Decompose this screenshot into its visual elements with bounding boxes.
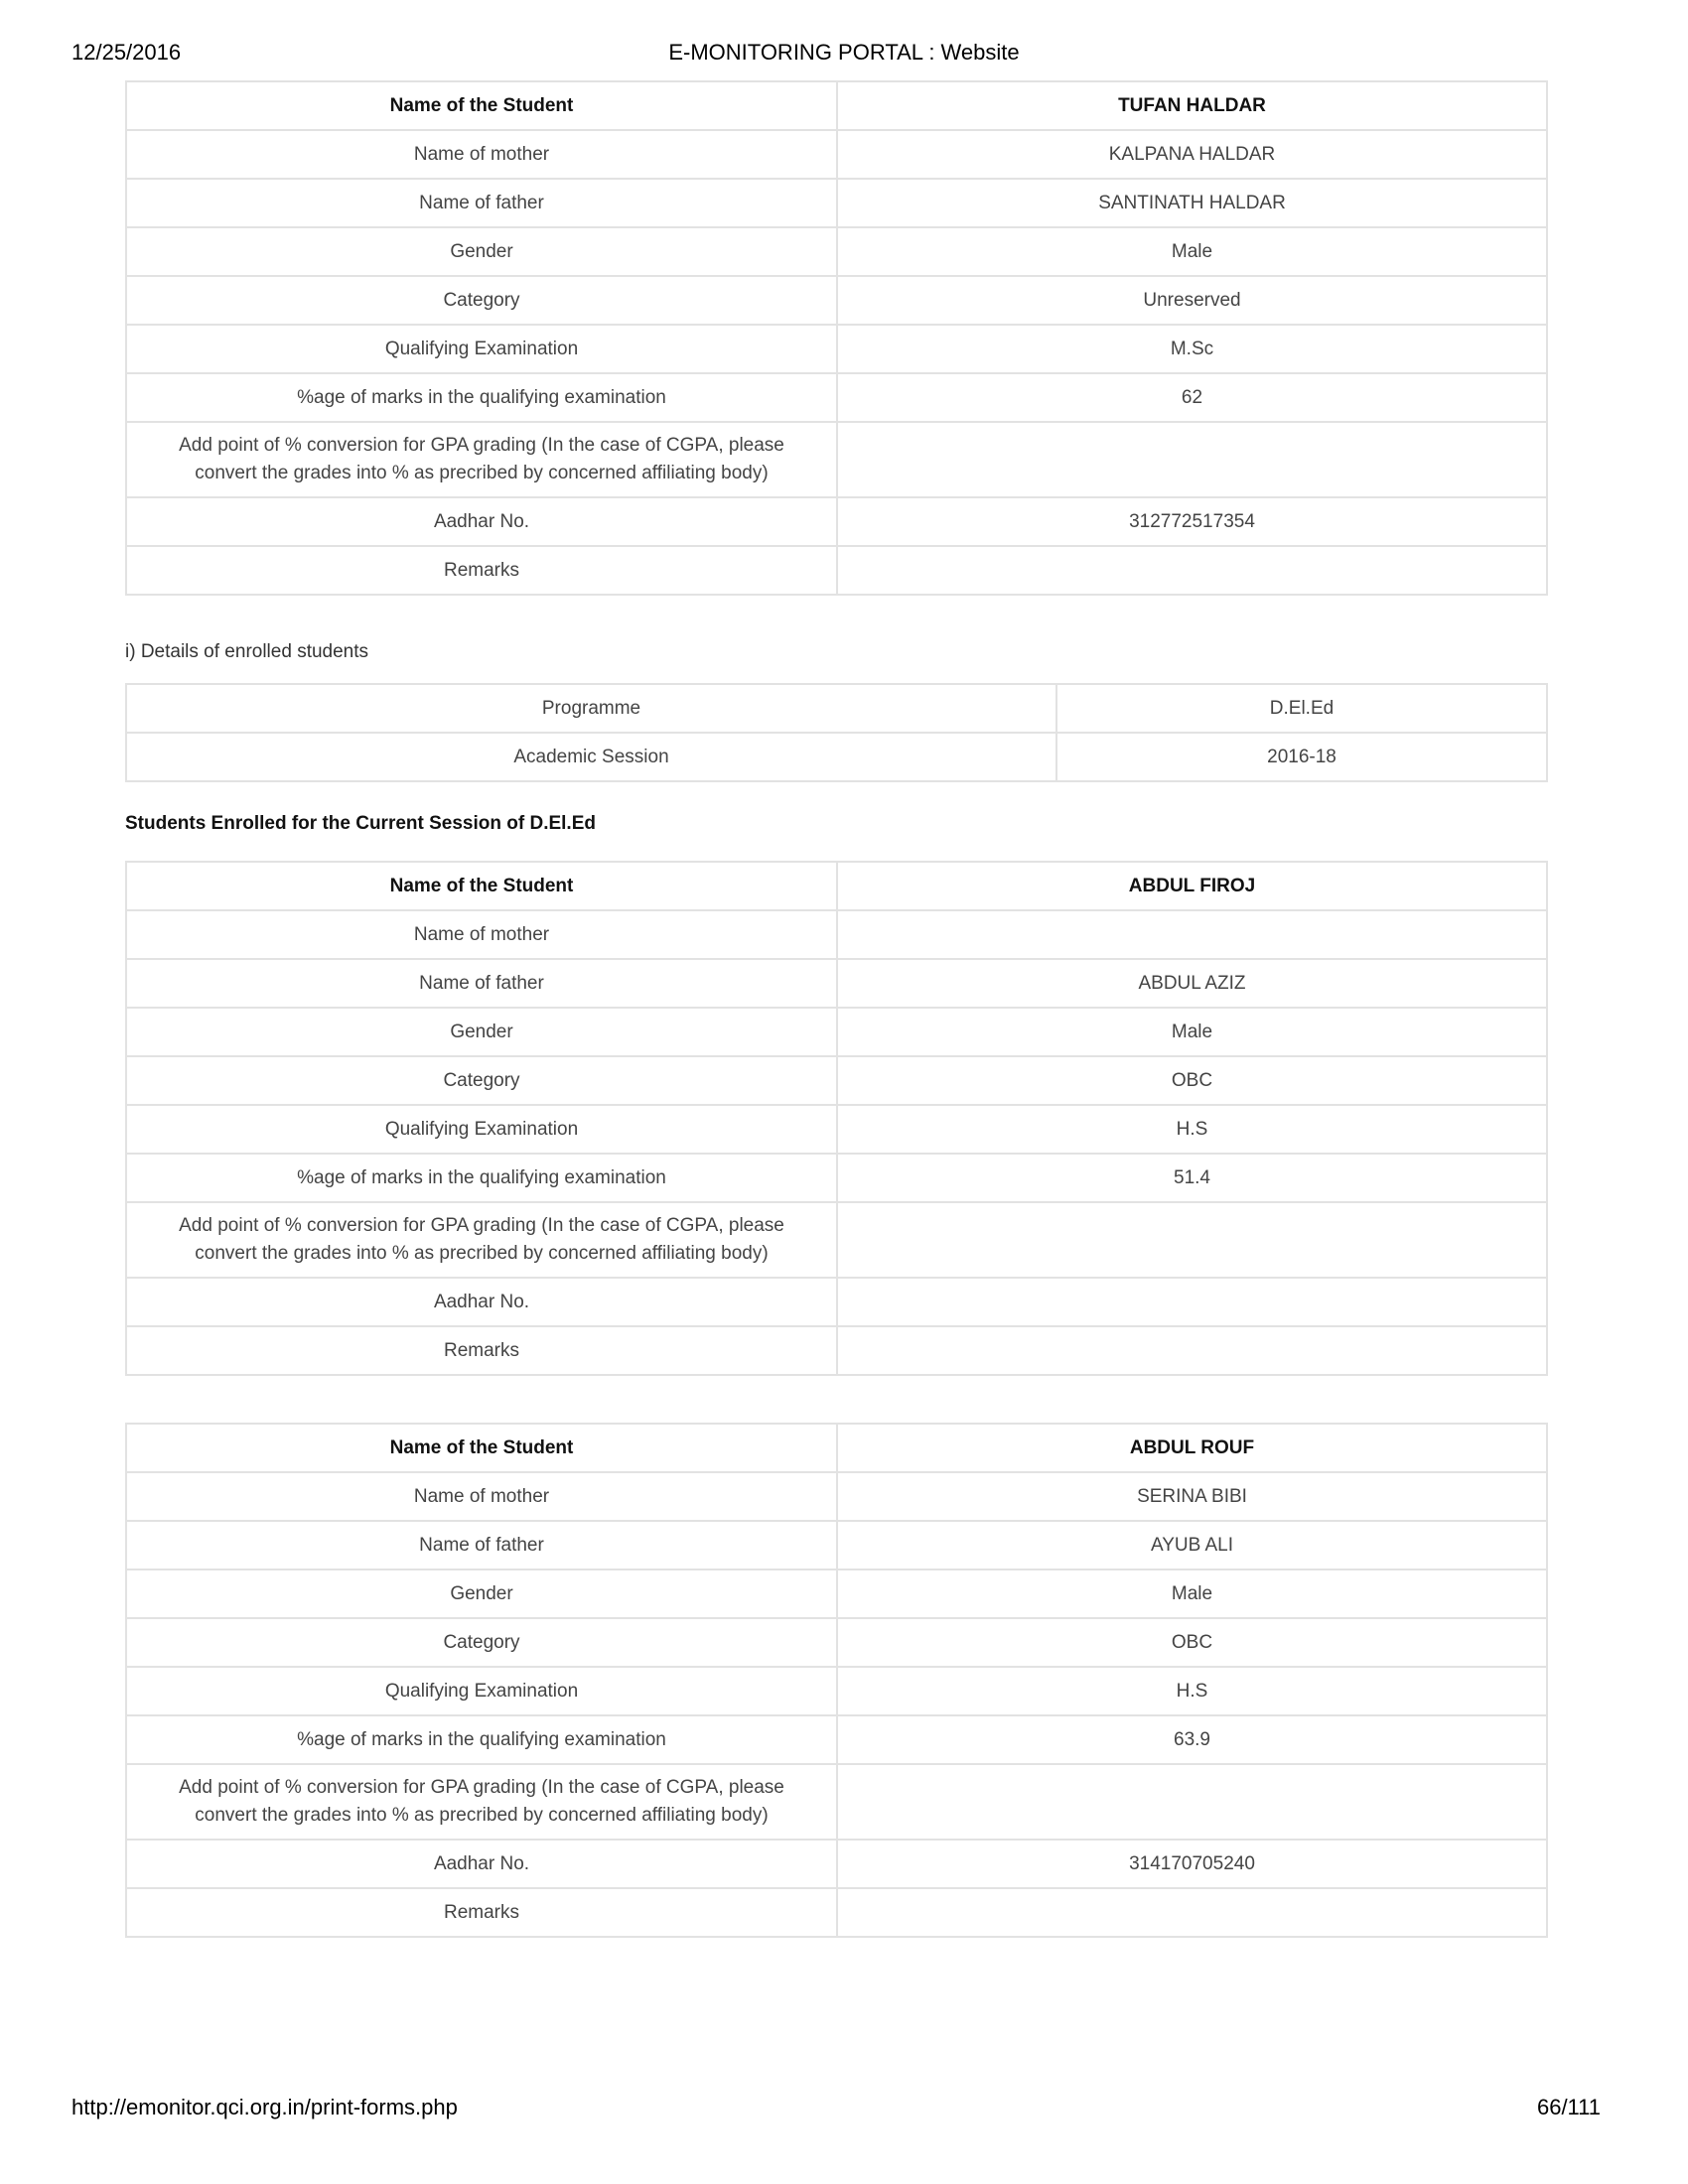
field-label-mother: Name of mother [126, 1472, 837, 1521]
table-row [126, 373, 1547, 422]
table-row [126, 1521, 1547, 1570]
field-label-gpa: Add point of % conversion for GPA grading (In the case of CGPA, please convert the grades into % as precribed by concerned affiliating body) [126, 422, 837, 497]
field-value-mother [837, 910, 1547, 959]
table-row [126, 325, 1547, 373]
table-row [126, 1715, 1547, 1764]
field-label-name: Name of the Student [126, 862, 837, 910]
table-row [126, 1888, 1547, 1937]
table-row [126, 1202, 1547, 1278]
field-value-name: ABDUL ROUF [837, 1424, 1547, 1472]
table-row [126, 227, 1547, 276]
field-value-category: OBC [837, 1056, 1547, 1105]
field-label-father: Name of father [126, 1521, 837, 1570]
table-row [126, 862, 1547, 910]
field-value-gpa [837, 1764, 1547, 1840]
student-table [125, 80, 1548, 596]
field-label-aadhar: Aadhar No. [126, 497, 837, 546]
field-value-qualifying: M.Sc [837, 325, 1547, 373]
field-label-gender: Gender [126, 227, 837, 276]
table-row [126, 497, 1547, 546]
field-value-father: AYUB ALI [837, 1521, 1547, 1570]
field-value-gender: Male [837, 1008, 1547, 1056]
field-value-aadhar: 312772517354 [837, 497, 1547, 546]
field-value-percent: 51.4 [837, 1154, 1547, 1202]
programme-value: D.El.Ed [1056, 684, 1547, 733]
field-label-father: Name of father [126, 959, 837, 1008]
table-row [126, 1840, 1547, 1888]
field-label-qualifying: Qualifying Examination [126, 1105, 837, 1154]
field-label-remarks: Remarks [126, 1888, 837, 1937]
field-value-name: ABDUL FIROJ [837, 862, 1547, 910]
current-session-title: Students Enrolled for the Current Session of D.El.Ed [125, 813, 596, 834]
footer-url: http://emonitor.qci.org.in/print-forms.php [71, 2095, 458, 2119]
student-table [125, 1423, 1548, 1938]
field-label-percent: %age of marks in the qualifying examination [126, 1715, 837, 1764]
field-value-qualifying: H.S [837, 1667, 1547, 1715]
table-row [126, 276, 1547, 325]
table-row [126, 1667, 1547, 1715]
field-value-gender: Male [837, 227, 1547, 276]
field-label-aadhar: Aadhar No. [126, 1840, 837, 1888]
field-value-percent: 63.9 [837, 1715, 1547, 1764]
field-label-gpa: Add point of % conversion for GPA grading (In the case of CGPA, please convert the grades into % as precribed by concerned affiliating body) [126, 1202, 837, 1278]
field-value-remarks [837, 1888, 1547, 1937]
table-row [126, 179, 1547, 227]
field-label-qualifying: Qualifying Examination [126, 325, 837, 373]
table-row [126, 130, 1547, 179]
table-row [126, 546, 1547, 595]
table-row [126, 1056, 1547, 1105]
table-row [126, 910, 1547, 959]
table-row [126, 1278, 1547, 1326]
field-label-gender: Gender [126, 1008, 837, 1056]
field-value-gender: Male [837, 1570, 1547, 1618]
table-row [126, 1570, 1547, 1618]
table-row [126, 959, 1547, 1008]
field-value-aadhar: 314170705240 [837, 1840, 1547, 1888]
table-row [126, 422, 1547, 497]
field-value-remarks [837, 1326, 1547, 1375]
field-label-gender: Gender [126, 1570, 837, 1618]
field-label-category: Category [126, 1056, 837, 1105]
field-value-father: SANTINATH HALDAR [837, 179, 1547, 227]
field-label-remarks: Remarks [126, 1326, 837, 1375]
table-row [126, 733, 1547, 781]
field-label-mother: Name of mother [126, 910, 837, 959]
field-label-category: Category [126, 1618, 837, 1667]
table-row [126, 1154, 1547, 1202]
table-row [126, 1326, 1547, 1375]
field-value-gpa [837, 1202, 1547, 1278]
table-row [126, 1472, 1547, 1521]
field-label-gpa: Add point of % conversion for GPA grading (In the case of CGPA, please convert the grades into % as precribed by concerned affiliating body) [126, 1764, 837, 1840]
field-label-percent: %age of marks in the qualifying examination [126, 373, 837, 422]
field-label-qualifying: Qualifying Examination [126, 1667, 837, 1715]
page-number: 66/111 [1536, 2095, 1601, 2119]
session-value: 2016-18 [1056, 733, 1547, 781]
programme-label: Programme [126, 684, 1056, 733]
field-value-mother: KALPANA HALDAR [837, 130, 1547, 179]
field-value-qualifying: H.S [837, 1105, 1547, 1154]
table-row [126, 1618, 1547, 1667]
field-label-aadhar: Aadhar No. [126, 1278, 837, 1326]
field-value-name: TUFAN HALDAR [837, 81, 1547, 130]
enrolled-section-title: i) Details of enrolled students [125, 641, 369, 662]
field-value-category: Unreserved [837, 276, 1547, 325]
student-table [125, 861, 1548, 1376]
field-label-percent: %age of marks in the qualifying examination [126, 1154, 837, 1202]
field-label-father: Name of father [126, 179, 837, 227]
table-row [126, 1008, 1547, 1056]
field-value-gpa [837, 422, 1547, 497]
table-row [126, 81, 1547, 130]
field-value-remarks [837, 546, 1547, 595]
table-row [126, 1764, 1547, 1840]
field-value-percent: 62 [837, 373, 1547, 422]
field-label-category: Category [126, 276, 837, 325]
session-label: Academic Session [126, 733, 1056, 781]
print-date: 12/25/2016 [71, 40, 182, 65]
table-row [126, 1424, 1547, 1472]
table-row [126, 1105, 1547, 1154]
field-value-mother: SERINA BIBI [837, 1472, 1547, 1521]
field-label-name: Name of the Student [126, 81, 837, 130]
field-value-aadhar [837, 1278, 1547, 1326]
field-value-category: OBC [837, 1618, 1547, 1667]
page-title: E-MONITORING PORTAL : Website [668, 40, 1020, 65]
field-label-mother: Name of mother [126, 130, 837, 179]
programme-table [125, 683, 1548, 782]
table-row [126, 684, 1547, 733]
field-label-remarks: Remarks [126, 546, 837, 595]
field-label-name: Name of the Student [126, 1424, 837, 1472]
field-value-father: ABDUL AZIZ [837, 959, 1547, 1008]
